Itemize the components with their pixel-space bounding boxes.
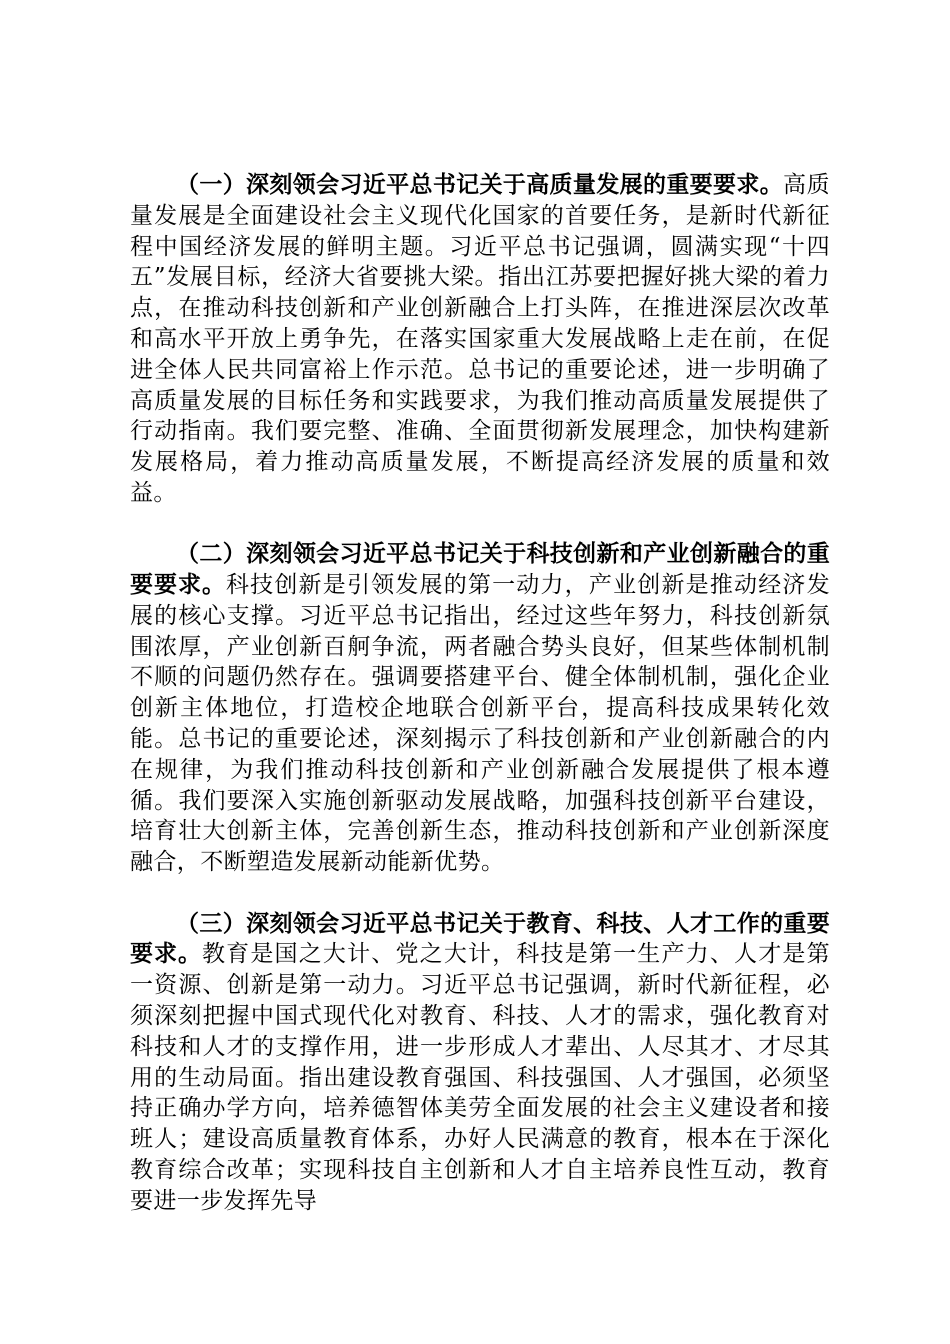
paragraph-body: 高质量发展是全面建设社会主义现代化国家的首要任务，是新时代新征程中国经济发展的鲜明主题。习近平总书记强调，圆满实现“十四五”发展目标，经济大省要挑大梁。指出江苏要把握好挑大梁的着力点，在推动科技创新和产业创新融合上打头阵，在推进深层次改革和高水平开放上勇争先，在落实国家重大发展战略上走在前，在促进全体人民共同富裕上作示范。总书记的重要论述，进一步明确了高质量发展的目标任务和实践要求，为我们推动高质量发展提供了行动指南。我们要完整、准确、全面贯彻新发展理念，加快构建新发展格局，着力推动高质量发展，不断提高经济发展的质量和效益。: [130, 172, 830, 506]
document-page: [130, 170, 830, 1217]
paragraph-body: 教育是国之大计、党之大计，科技是第一生产力、人才是第一资源、创新是第一动力。习近平总书记强调，新时代新征程，必须深刻把握中国式现代化对教育、科技、人才的需求，强化教育对科技和人才的支撑作用，进一步形成人才辈出、人尽其才、才尽其用的生动局面。指出建设教育强国、科技强国、人才强国，必须坚持正确办学方向，培养德智体美劳全面发展的社会主义建设者和接班人；建设高质量教育体系，办好人民满意的教育，根本在于深化教育综合改革；实现科技自主创新和人才自主培养良性互动，教育要进一步发挥先导: [130, 941, 830, 1214]
paragraph-education-science-talent: [130, 909, 830, 1217]
paragraph-heading: （二）深刻领会习近平总书记关于科技创新和产业创新融合的重要要求。: [130, 541, 830, 599]
paragraph-heading: （一）深刻领会习近平总书记关于高质量发展的重要要求。: [176, 172, 784, 198]
paragraph-heading: （三）深刻领会习近平总书记关于教育、科技、人才工作的重要要求。: [130, 910, 830, 968]
paragraph-body: 科技创新是引领发展的第一动力，产业创新是推动经济发展的核心支撑。习近平总书记指出，经过这些年努力，科技创新氛围浓厚，产业创新百舸争流，两者融合势头良好，但某些体制机制不顺的问题仍然存在。强调要搭建平台、健全体制机制，强化企业创新主体地位，打造校企地联合创新平台，提高科技成果转化效能。总书记的重要论述，深刻揭示了科技创新和产业创新融合的内在规律，为我们推动科技创新和产业创新融合发展提供了根本遵循。我们要深入实施创新驱动发展战略，加强科技创新平台建设，培育壮大创新主体，完善创新生态，推动科技创新和产业创新深度融合，不断塑造发展新动能新优势。: [130, 572, 831, 876]
paragraph-high-quality-development: [130, 170, 830, 509]
paragraph-tech-industry-innovation: [130, 539, 830, 878]
